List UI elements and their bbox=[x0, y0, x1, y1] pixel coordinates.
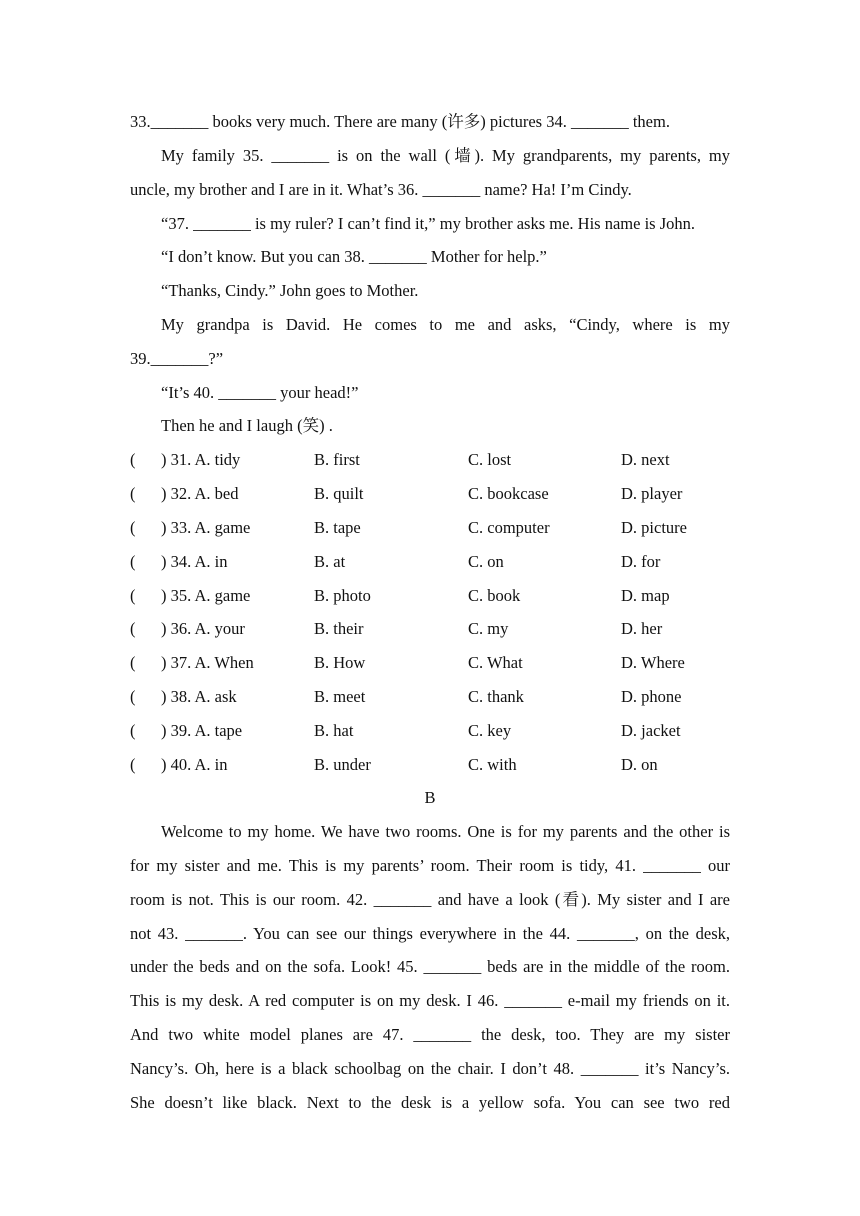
answer-blank[interactable]: ( bbox=[130, 619, 136, 638]
option-a: ) 35. A. game bbox=[161, 586, 251, 605]
option-c: C. computer bbox=[468, 518, 550, 537]
option-d: D. on bbox=[621, 755, 658, 774]
option-d: D. Where bbox=[621, 653, 685, 672]
option-b: B. under bbox=[314, 755, 371, 774]
option-c: C. thank bbox=[468, 687, 524, 706]
option-d: D. map bbox=[621, 586, 670, 605]
answer-blank[interactable]: ( bbox=[130, 552, 136, 571]
option-c: C. my bbox=[468, 619, 509, 638]
option-a: ) 39. A. tape bbox=[161, 721, 243, 740]
question-row bbox=[130, 552, 730, 572]
passage-line: Welcome to my home. We have two rooms. One is for my parents and the other is bbox=[161, 822, 730, 841]
option-c: C. key bbox=[468, 721, 512, 740]
option-c: C. bookcase bbox=[468, 484, 549, 503]
answer-blank[interactable]: ( bbox=[130, 518, 136, 537]
option-b: B. their bbox=[314, 619, 364, 638]
passage-line: “Thanks, Cindy.” John goes to Mother. bbox=[161, 281, 419, 300]
option-a: ) 33. A. game bbox=[161, 518, 251, 537]
passage-line: “I don’t know. But you can 38. _______ Mother for help.” bbox=[161, 247, 547, 266]
passage-line: My family 35. _______ is on the wall (墙). My grandparents, my parents, my bbox=[161, 146, 730, 165]
question-row bbox=[130, 586, 730, 606]
passage-line: 33._______ books very much. There are many (许多) pictures 34. _______ them. bbox=[130, 112, 670, 131]
question-row bbox=[130, 721, 730, 741]
option-a: ) 34. A. in bbox=[161, 552, 228, 571]
option-a: ) 31. A. tidy bbox=[161, 450, 241, 469]
answer-blank[interactable]: ( bbox=[130, 721, 136, 740]
question-row bbox=[130, 518, 730, 538]
option-c: C. book bbox=[468, 586, 521, 605]
passage-line: “It’s 40. _______ your head!” bbox=[161, 383, 359, 402]
option-d: D. her bbox=[621, 619, 663, 638]
option-a: ) 37. A. When bbox=[161, 653, 254, 672]
option-a: ) 36. A. your bbox=[161, 619, 245, 638]
passage-line: under the beds and on the sofa. Look! 45. _______ beds are in the middle of the room. bbox=[130, 957, 730, 976]
option-b: B. photo bbox=[314, 586, 371, 605]
passage-line: uncle, my brother and I are in it. What’s 36. _______ name? Ha! I’m Cindy. bbox=[130, 180, 632, 199]
passage-line: This is my desk. A red computer is on my desk. I 46. _______ e-mail my friends on it. bbox=[130, 991, 730, 1010]
passage-line: “37. _______ is my ruler? I can’t find it,” my brother asks me. His name is John. bbox=[161, 214, 696, 233]
option-c: C. on bbox=[468, 552, 504, 571]
answer-blank[interactable]: ( bbox=[130, 586, 136, 605]
question-row bbox=[130, 450, 730, 470]
option-b: B. How bbox=[314, 653, 366, 672]
answer-blank[interactable]: ( bbox=[130, 450, 136, 469]
option-b: B. meet bbox=[314, 687, 366, 706]
option-d: D. player bbox=[621, 484, 683, 503]
question-row bbox=[130, 484, 730, 504]
option-d: D. picture bbox=[621, 518, 687, 537]
passage-line: room is not. This is our room. 42. _______ and have a look (看). My sister and I are bbox=[130, 890, 730, 909]
answer-blank[interactable]: ( bbox=[130, 653, 136, 672]
answer-blank[interactable]: ( bbox=[130, 755, 136, 774]
passage-line: Then he and I laugh (笑) . bbox=[161, 416, 333, 435]
answer-blank[interactable]: ( bbox=[130, 687, 136, 706]
option-d: D. next bbox=[621, 450, 670, 469]
question-row bbox=[130, 653, 730, 673]
option-b: B. first bbox=[314, 450, 360, 469]
option-b: B. at bbox=[314, 552, 346, 571]
option-b: B. quilt bbox=[314, 484, 364, 503]
question-row bbox=[130, 619, 730, 639]
passage-line: not 43. _______. You can see our things everywhere in the 44. _______, on the desk, bbox=[130, 924, 730, 943]
passage-line: And two white model planes are 47. _______ the desk, too. They are my sister bbox=[130, 1025, 730, 1044]
option-a: ) 40. A. in bbox=[161, 755, 228, 774]
question-row bbox=[130, 755, 730, 775]
option-c: C. What bbox=[468, 653, 523, 672]
option-a: ) 32. A. bed bbox=[161, 484, 239, 503]
option-d: D. phone bbox=[621, 687, 682, 706]
option-a: ) 38. A. ask bbox=[161, 687, 237, 706]
answer-blank[interactable]: ( bbox=[130, 484, 136, 503]
question-row bbox=[130, 687, 730, 707]
option-d: D. for bbox=[621, 552, 661, 571]
option-c: C. with bbox=[468, 755, 517, 774]
option-b: B. tape bbox=[314, 518, 361, 537]
section-heading: B bbox=[424, 788, 436, 807]
option-b: B. hat bbox=[314, 721, 354, 740]
passage-line: My grandpa is David. He comes to me and asks, “Cindy, where is my bbox=[161, 315, 730, 334]
passage-line: 39._______?” bbox=[130, 349, 224, 368]
option-d: D. jacket bbox=[621, 721, 681, 740]
passage-line: Nancy’s. Oh, here is a black schoolbag on the chair. I don’t 48. _______ it’s Nancy’s. bbox=[130, 1059, 730, 1078]
passage-line: for my sister and me. This is my parents’ room. Their room is tidy, 41. _______ our bbox=[130, 856, 730, 875]
option-c: C. lost bbox=[468, 450, 512, 469]
passage-line: She doesn’t like black. Next to the desk is a yellow sofa. You can see two red bbox=[130, 1093, 730, 1112]
